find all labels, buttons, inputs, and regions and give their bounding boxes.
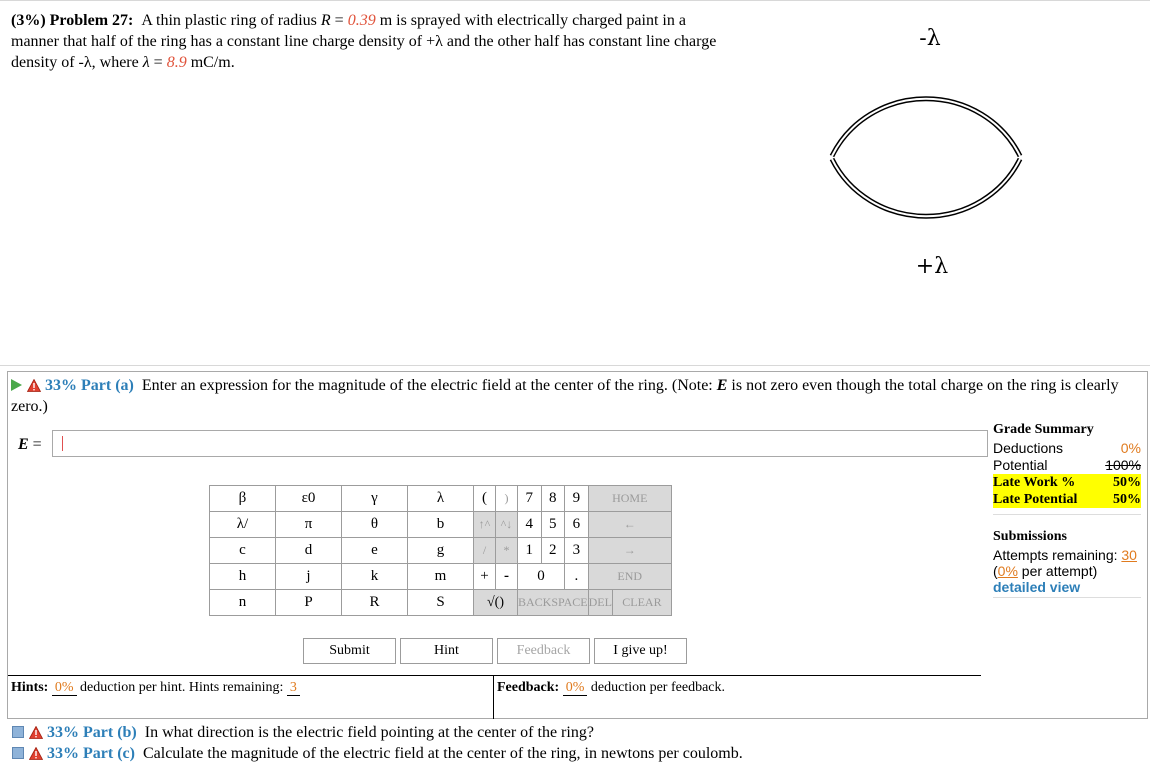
key-0[interactable]: 0 [518, 564, 565, 590]
key-m[interactable]: m [408, 564, 474, 590]
problem-label: Problem 27: [49, 12, 134, 29]
potential-label: Potential [993, 457, 1048, 473]
collapsed-part-icon[interactable] [12, 747, 24, 759]
key-6[interactable]: 6 [565, 512, 589, 538]
attempts-label: Attempts remaining: [993, 547, 1122, 563]
key-end[interactable]: END [588, 564, 671, 590]
hints-feedback-separator [493, 676, 494, 719]
hints-label: Hints: [11, 680, 49, 695]
key-home[interactable]: HOME [588, 486, 671, 512]
key-d[interactable]: d [276, 538, 342, 564]
hints-info [11, 680, 300, 696]
answer-label [18, 436, 42, 454]
key-5[interactable]: 5 [541, 512, 565, 538]
per-attempt-row: (0% per attempt) [993, 563, 1098, 579]
hints-remaining: 3 [287, 680, 300, 696]
detailed-view-link[interactable]: detailed view [993, 579, 1081, 595]
part-c-row[interactable] [12, 744, 743, 764]
key-2[interactable]: 2 [541, 538, 565, 564]
potential-value: 100% [1105, 457, 1141, 473]
feedback-button[interactable]: Feedback [497, 638, 590, 664]
ring-bottom-label: +λ [915, 254, 949, 279]
late-potential-row [993, 491, 1141, 508]
part-a-question: Enter an expression for the magnitude of the electric field at the center of the ring. (Note: [141, 377, 717, 394]
part-c-label: 33% Part (c) [47, 745, 135, 762]
key-4[interactable]: 4 [518, 512, 542, 538]
give-up-button[interactable]: I give up! [594, 638, 687, 664]
key-power-up[interactable]: ↑^ [474, 512, 496, 538]
answer-var: E [18, 436, 29, 453]
key-pi[interactable]: π [276, 512, 342, 538]
key-plus[interactable]: + [474, 564, 496, 590]
key-lambda-over[interactable]: λ/ [210, 512, 276, 538]
deductions-row [993, 440, 1141, 457]
part-b-label: 33% Part (b) [47, 724, 137, 741]
attempts-row [993, 547, 1141, 563]
part-b-question: In what direction is the electric field pointing at the center of the ring? [144, 724, 594, 741]
problem-text-1: A thin plastic ring of radius [141, 12, 317, 29]
late-work-label: Late Work % [993, 475, 1076, 490]
key-theta[interactable]: θ [342, 512, 408, 538]
key-beta[interactable]: β [210, 486, 276, 512]
lambda-value: 8.9 [166, 54, 187, 71]
collapsed-part-icon[interactable] [12, 726, 24, 738]
answer-equals: = [28, 436, 42, 453]
ring-diagram [810, 11, 1060, 281]
feedback-label: Feedback: [497, 680, 560, 695]
part-b-row[interactable] [12, 723, 594, 743]
key-epsilon0[interactable]: ε0 [276, 486, 342, 512]
key-h[interactable]: h [210, 564, 276, 590]
radius-var: R [320, 12, 331, 29]
key-p[interactable]: P [276, 590, 342, 616]
ring-bottom-half [832, 159, 1020, 216]
key-7[interactable]: 7 [518, 486, 542, 512]
warning-icon [27, 379, 41, 392]
key-k[interactable]: k [342, 564, 408, 590]
key-left-arrow[interactable]: ← [588, 512, 671, 538]
problem-text-2: m is sprayed with electrically charged paint in a manner that half of the ring has a constant line charge density of +λ and the other half has constant line charge density of -λ, where [11, 12, 717, 71]
play-arrow-icon[interactable] [11, 379, 22, 391]
late-potential-value: 50% [1113, 492, 1141, 507]
key-j[interactable]: j [276, 564, 342, 590]
submissions-title: Submissions [993, 529, 1067, 544]
ring-top-label: -λ [919, 26, 941, 51]
potential-row [993, 457, 1141, 474]
key-s[interactable]: S [408, 590, 474, 616]
key-right-arrow[interactable]: → [588, 538, 671, 564]
deductions-value: 0% [1120, 440, 1141, 456]
warning-icon [29, 726, 43, 739]
late-potential-label: Late Potential [993, 492, 1078, 507]
problem-section [0, 0, 1150, 366]
part-a-question-end: is not zero even though the total charge on the ring is clearly zero.) [11, 377, 1119, 415]
feedback-text: deduction per feedback. [587, 680, 725, 695]
warning-icon [29, 747, 43, 760]
key-open-paren[interactable]: ( [474, 486, 496, 512]
late-work-value: 50% [1113, 475, 1141, 490]
key-9[interactable]: 9 [565, 486, 589, 512]
key-b[interactable]: b [408, 512, 474, 538]
text-caret [62, 436, 63, 451]
key-power-down[interactable]: ^↓ [496, 512, 518, 538]
late-work-row [993, 474, 1141, 491]
key-3[interactable]: 3 [565, 538, 589, 564]
problem-weight: (3%) [11, 12, 46, 29]
part-a-panel [7, 371, 1148, 719]
lambda-var: λ [142, 54, 150, 71]
deductions-label: Deductions [993, 440, 1064, 456]
hints-divider [8, 675, 981, 676]
part-a-header [11, 375, 1139, 417]
problem-statement [11, 10, 731, 73]
keypad [209, 485, 672, 616]
key-lambda[interactable]: λ [408, 486, 474, 512]
key-g[interactable]: g [408, 538, 474, 564]
equals: = [149, 54, 167, 71]
radius-value: 0.39 [347, 12, 376, 29]
key-multiply[interactable]: * [496, 538, 518, 564]
attempts-value: 30 [1121, 547, 1137, 563]
problem-text-3: mC/m. [186, 54, 235, 71]
answer-input[interactable] [52, 430, 988, 457]
part-c-question: Calculate the magnitude of the electric field at the center of the ring, in newtons per coulomb. [142, 745, 743, 762]
question-var: E [716, 377, 728, 394]
grade-summary [993, 422, 1141, 600]
key-clear[interactable]: CLEAR [612, 590, 671, 616]
key-r[interactable]: R [342, 590, 408, 616]
hint-button[interactable]: Hint [400, 638, 493, 664]
key-sqrt[interactable]: √() [474, 590, 518, 616]
grade-separator [993, 514, 1141, 515]
per-attempt-text: per attempt) [1017, 563, 1098, 579]
ring-top-inner [832, 99, 1020, 156]
key-minus[interactable]: - [496, 564, 518, 590]
feedback-deduction: 0% [563, 680, 588, 696]
grade-summary-title: Grade Summary [993, 422, 1094, 437]
equals: = [330, 12, 348, 29]
key-gamma[interactable]: γ [342, 486, 408, 512]
per-attempt-pct: 0% [997, 563, 1018, 579]
key-del[interactable]: DEL [588, 590, 612, 616]
key-1[interactable]: 1 [518, 538, 542, 564]
submit-button[interactable]: Submit [303, 638, 396, 664]
hints-text: deduction per hint. Hints remaining: [76, 680, 287, 695]
key-8[interactable]: 8 [541, 486, 565, 512]
key-n[interactable]: n [210, 590, 276, 616]
hints-deduction: 0% [52, 680, 77, 696]
key-c[interactable]: c [210, 538, 276, 564]
ring-top-half [832, 99, 1020, 156]
key-decimal[interactable]: . [565, 564, 589, 590]
key-backspace[interactable]: BACKSPACE [518, 590, 589, 616]
key-divide[interactable]: / [474, 538, 496, 564]
part-a-label: 33% Part (a) [45, 377, 134, 394]
key-e[interactable]: e [342, 538, 408, 564]
ring-bottom-inner [832, 159, 1020, 216]
grade-bottom-separator [993, 597, 1141, 598]
key-close-paren[interactable]: ) [496, 486, 518, 512]
feedback-info [497, 680, 725, 696]
